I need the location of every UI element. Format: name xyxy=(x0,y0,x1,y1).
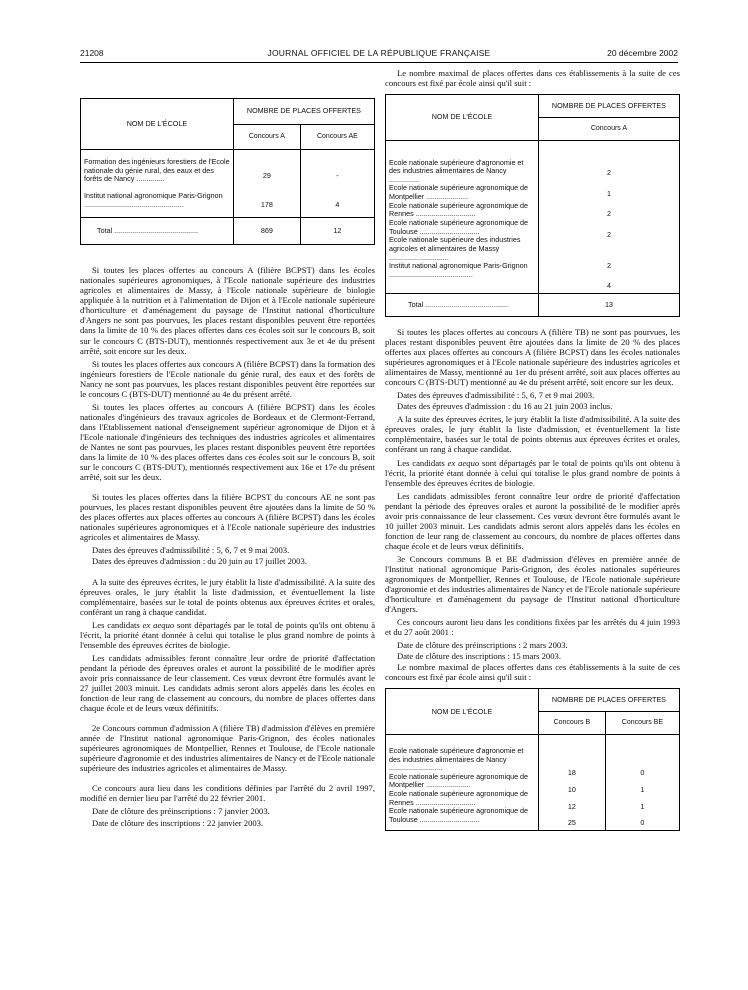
table-row: Ecole nationale supérieure agronomique de Rennes .............................. xyxy=(389,789,529,807)
paragraph: Date de clôture des préinscriptions : 7 janvier 2003. xyxy=(92,806,270,817)
paragraph: Dates des épreuves d'admission : du 20 juin au 17 juillet 2003. xyxy=(92,556,307,567)
table-row: Ecole nationale supérieure d'agronomie et des industries alimentaires de Nancy ............... xyxy=(389,157,524,184)
table-concours-a-ae xyxy=(80,98,375,245)
table-row-be-cell xyxy=(605,735,679,831)
paragraph: Ce concours aura lieu dans les conditions définies par l'arrêté du 2 avril 1997, modifié en dernier lieu par l'arrêté du 22 février 2001. xyxy=(80,783,375,804)
paragraph: Date de clôture des préinscriptions : 2 mars 2003. xyxy=(397,640,568,651)
page-header xyxy=(80,48,678,62)
total-label: Total .......................................... xyxy=(386,293,539,316)
table-row: Ecole nationale supérieure agronomique de Rennes .............................. xyxy=(389,200,529,219)
table-row: Ecole nationale supérieure d'agronomie et des industries alimentaires de Nancy ........................... xyxy=(389,745,524,773)
text-run: sont départagés par le total de points qu'ils ont obtenu à l'écrit, la priorité étant donnée à celui qui totalise le plus grand nombre de points à l'ensemble des épreuves écrites de biologie. xyxy=(385,457,681,488)
paragraph: 2e Concours commun d'admission A (filière TB) d'admission d'élèves en première année de l'Institut national agronomique Paris-Grignon, des écoles nationales supérieures agronomiques de Montpellier, Rennes et Toulouse, de l'Ecole nationale supérieure d'agronomie et des industries alimentaires de Nancy et de l'Ecole nationale supérieure des industries agricoles et alimentaires de Massy. xyxy=(80,723,375,774)
table-row: Ecole nationale supérieure agronomique de Montpellier ...................... xyxy=(389,771,529,790)
paragraph: Le nombre maximal de places offertes dans ces établissements à la suite de ces concours est fixé par école ainsi qu'il suit : xyxy=(385,662,680,683)
paragraph xyxy=(385,458,680,488)
text-run-italic: ex aequo xyxy=(142,619,175,630)
total-a: 13 xyxy=(538,293,679,316)
paragraph: 3e Concours communs B et BE d'admission d'élèves en première année de l'Institut national agronomique Paris-Grignon, des écoles nationales supérieures agronomiques de Montpellier, Rennes et Toulouse, de l'Ecole nationale supérieure d'agronomie et des industries alimentaires de Nancy et de l'Ecole nationale supérieure d'horticulture et d'aménagement du paysage de l'Institut national d'horticulture d'Angers. xyxy=(385,553,680,615)
text-run: Les candidats xyxy=(92,619,143,630)
total-ae: 12 xyxy=(300,218,374,245)
col-header-concours-b: Concours B xyxy=(538,712,605,735)
table-row: Institut national agronomique Paris-Grignon .......................................... xyxy=(389,261,528,279)
table-row: Ecole nationale supérieure agronomique de Toulouse .............................. xyxy=(389,218,529,236)
paragraph: Si toutes les places offertes au concours A (filière TB) ne sont pas pourvues, les places restant disponibles peuvent être ajoutées dans la limite de 20 % des places offertes aux places offertes au concours A (filière BCPST) dans les écoles nationales supérieures agronomiques et à l'Ecole nationale supérieure des industries agricoles et alimentaires de Massy, mentionné au 1er du présent arrêté, soit aux places offertes au concours C (BTS-DUT) mentionné au 4e du présent arrêté, soit encore sur les deux. xyxy=(385,326,680,388)
col-header-school: NOM DE L'ÉCOLE xyxy=(386,689,539,735)
value-a: 2 xyxy=(606,260,611,270)
paragraph: Dates des épreuves d'admissibilité : 5, 6, 7 et 9 mai 2003. xyxy=(92,545,290,556)
value-b: 12 xyxy=(567,801,576,811)
table-row: Institut national agronomique Paris-Grignon .................................................. xyxy=(84,190,223,209)
col-header-concours-be: Concours BE xyxy=(605,712,679,735)
paragraph: Les candidats admissibles feront connaître leur ordre de priorité d'affectation pendant la période des épreuves orales et auront la possibilité de le modifier après avoir pris connaissance de leur classement. Ces vœux devront être formulés avant le 27 juillet 2003 minuit. Les candidats admis seront alors appelés dans les écoles en fonction de leur rang de classement au concours, du nombre de places offertes dans chaque école et de leurs vœux définitifs. xyxy=(80,652,375,714)
left-column xyxy=(80,68,375,829)
col-header-concours-a: Concours A xyxy=(233,124,300,150)
col-header-concours-ae: Concours AE xyxy=(300,124,374,150)
paragraph: Date de clôture des inscriptions : 22 janvier 2003. xyxy=(92,817,264,828)
publication-date: 20 décembre 2002 xyxy=(607,48,678,58)
value-a: 2 xyxy=(606,230,611,240)
table-row-a-cell xyxy=(233,150,300,218)
table-row-school-cell xyxy=(386,141,539,294)
col-header-concours-a: Concours A xyxy=(538,118,679,141)
table-row: Ecole nationale supérieure agronomique de Montpellier ..................... xyxy=(389,183,529,202)
journal-title: JOURNAL OFFICIEL DE LA RÉPUBLIQUE FRANÇAISE xyxy=(267,48,491,58)
value-ae: 4 xyxy=(335,199,340,209)
table-row-a-cell xyxy=(538,141,679,294)
value-a: 29 xyxy=(262,171,271,180)
text-run: sont départagés par le total de points qu'ils ont obtenu à l'écrit, la priorité étant donnée à celui qui totalise le plus grand nombre de points à l'ensemble des épreuves écrites de biologie. xyxy=(80,619,376,650)
table-row: Ecole nationale supérieure agronomique de Toulouse .............................. xyxy=(389,806,529,824)
col-header-school: NOM DE L'ÉCOLE xyxy=(386,95,539,141)
paragraph: Date de clôture des inscriptions : 15 mars 2003. xyxy=(397,651,561,662)
paragraph xyxy=(80,620,375,650)
value-b: 10 xyxy=(567,785,576,795)
table-row-b-cell xyxy=(538,735,605,831)
table-row-ae-cell xyxy=(300,150,374,218)
value-a: 2 xyxy=(606,168,611,178)
paragraph: Si toutes les places offertes dans la filière BCPST du concours AE ne sont pas pourvues, les places restant disponibles peuvent être ajoutées dans la limite de 50 % des places offertes aux places offertes au concours A (filière BCPST) dans les écoles nationales supérieures agronomiques et à l'Ecole nationale supérieure des industries agricoles et alimentaires de Massy. xyxy=(80,492,375,543)
value-be: 0 xyxy=(640,768,645,778)
value-ae: - xyxy=(336,171,339,180)
value-a: 4 xyxy=(606,281,611,291)
paragraph: Dates des épreuves d'admission : du 16 au 21 juin 2003 inclus. xyxy=(397,401,613,412)
table-row: Formation des ingénieurs forestiers de l'Ecole nationale du génie rural, des eaux et des forêts de Nancy .............. xyxy=(84,157,230,184)
col-header-places: NOMBRE DE PLACES OFFERTES xyxy=(233,99,374,125)
value-a: 1 xyxy=(606,188,611,198)
total-label: Total .......................................... xyxy=(81,218,234,245)
text-run-italic: ex aequo xyxy=(447,457,480,468)
paragraph: Si toutes les places offertes au concours A (filière BCPST) dans les écoles nationales d'ingénieurs des travaux agricoles de Bordeaux et de Clermont-Ferrand, dans l'Etablissement national d'enseignement supérieur agronomique de Dijon et à l'Ecole nationale d'ingénieurs des techniques des industries agricoles et alimentaires de Nantes ne sont pas pourvues, les places restant disponibles peuvent être reportées dans la limite de 10 % des places offertes dans ces écoles soit sur le concours B, soit sur le concours C (BTS-DUT), mentionnés respectivement aux 16e et 17e du présent arrêté, soit sur les deux. xyxy=(80,401,375,483)
text-run: Les candidats xyxy=(397,457,448,468)
col-header-school: NOM DE L'ÉCOLE xyxy=(81,99,234,150)
paragraph: A la suite des épreuves écrites, le jury établit la liste d'admissibilité. A la suite des épreuves orales, le jury établit la liste d'admission, et éventuellement la liste complémentaire, basées sur le total de points obtenus aux épreuves écrites et orales, conférant un rang à chaque candidat. xyxy=(385,414,680,455)
paragraph: Les candidats admissibles feront connaître leur ordre de priorité d'affectation pendant la période des épreuves orales et auront la possibilité de le modifier après avoir pris connaissance de leur classement. Ces vœux devront être formulés avant le 10 juillet 2003 minuit. Les candidats admis seront alors appelés dans les écoles en fonction de leur rang de classement au concours, du nombre de places offertes dans chaque école et de leurs vœux définitifs. xyxy=(385,490,680,551)
value-a: 2 xyxy=(606,209,611,219)
table-row: Ecole nationale supérieure des industries agricoles et alimentaires de Massy .............................. xyxy=(389,235,521,262)
page-number: 21208 xyxy=(80,48,104,58)
col-header-places: NOMBRE DE PLACES OFFERTES xyxy=(538,95,679,118)
table-concours-a-tb xyxy=(385,94,680,317)
paragraph: Si toutes les places offertes aux concours A (filière BCPST) dans la formation des ingénieurs forestiers de l'Ecole nationale du génie rural, des eaux et des forêts de Nancy ne sont pas pourvues, les places restant disponibles peuvent être reportées sur le concours C (BTS-DUT) mentionné au 4e du présent arrêté. xyxy=(80,358,375,399)
value-b: 25 xyxy=(567,818,576,828)
paragraph: Ces concours auront lieu dans les conditions fixées par les arrêtés du 4 juin 1993 et du 27 août 2001 : xyxy=(385,617,680,638)
paragraph: Le nombre maximal de places offertes dans ces établissements à la suite de ces concours est fixé par école ainsi qu'il suit : xyxy=(385,68,680,89)
table-row-school-cell xyxy=(386,735,539,831)
header-rule xyxy=(80,62,678,63)
table-row-school-cell xyxy=(81,150,234,218)
paragraph: A la suite des épreuves écrites, le jury établit la liste d'admissibilité. A la suite des épreuves orales, le jury établit la liste d'admission, et éventuellement la liste complémentaire, basées sur le total de points obtenus aux épreuves écrites et orales, conférant un rang à chaque candidat. xyxy=(80,576,375,617)
paragraph: Dates des épreuves d'admissibilité : 5, 6, 7 et 9 mai 2003. xyxy=(397,390,595,401)
value-a: 178 xyxy=(260,199,273,209)
col-header-places: NOMBRE DE PLACES OFFERTES xyxy=(538,689,679,712)
total-a: 869 xyxy=(233,218,300,245)
value-be: 0 xyxy=(640,818,645,828)
paragraph: Si toutes les places offertes au concours A (filière BCPST) dans les écoles nationales supérieures agronomiques, à l'Ecole nationale supérieure des industries agricoles et alimentaires de Massy, à l'Ecole nationale supérieure de biologie appliquée à la nutrition et à l'alimentation de Dijon et à l'Ecole nationale supérieure d'horticulture et d'aménagement du paysage de l'Institut national d'horticulture d'Angers ne sont pas pourvues, les places restant disponibles peuvent être reportées dans la limite de 10 % des places offertes dans ces écoles soit sur le concours B, soit sur le concours C (BTS-DUT), mentionnés respectivement aux 3e et 4e du présent arrêté, soit encore sur les deux. xyxy=(80,265,375,356)
right-column xyxy=(385,68,680,831)
value-b: 18 xyxy=(567,768,576,778)
value-be: 1 xyxy=(640,801,645,811)
table-concours-b-be xyxy=(385,688,680,831)
value-be: 1 xyxy=(640,785,645,795)
